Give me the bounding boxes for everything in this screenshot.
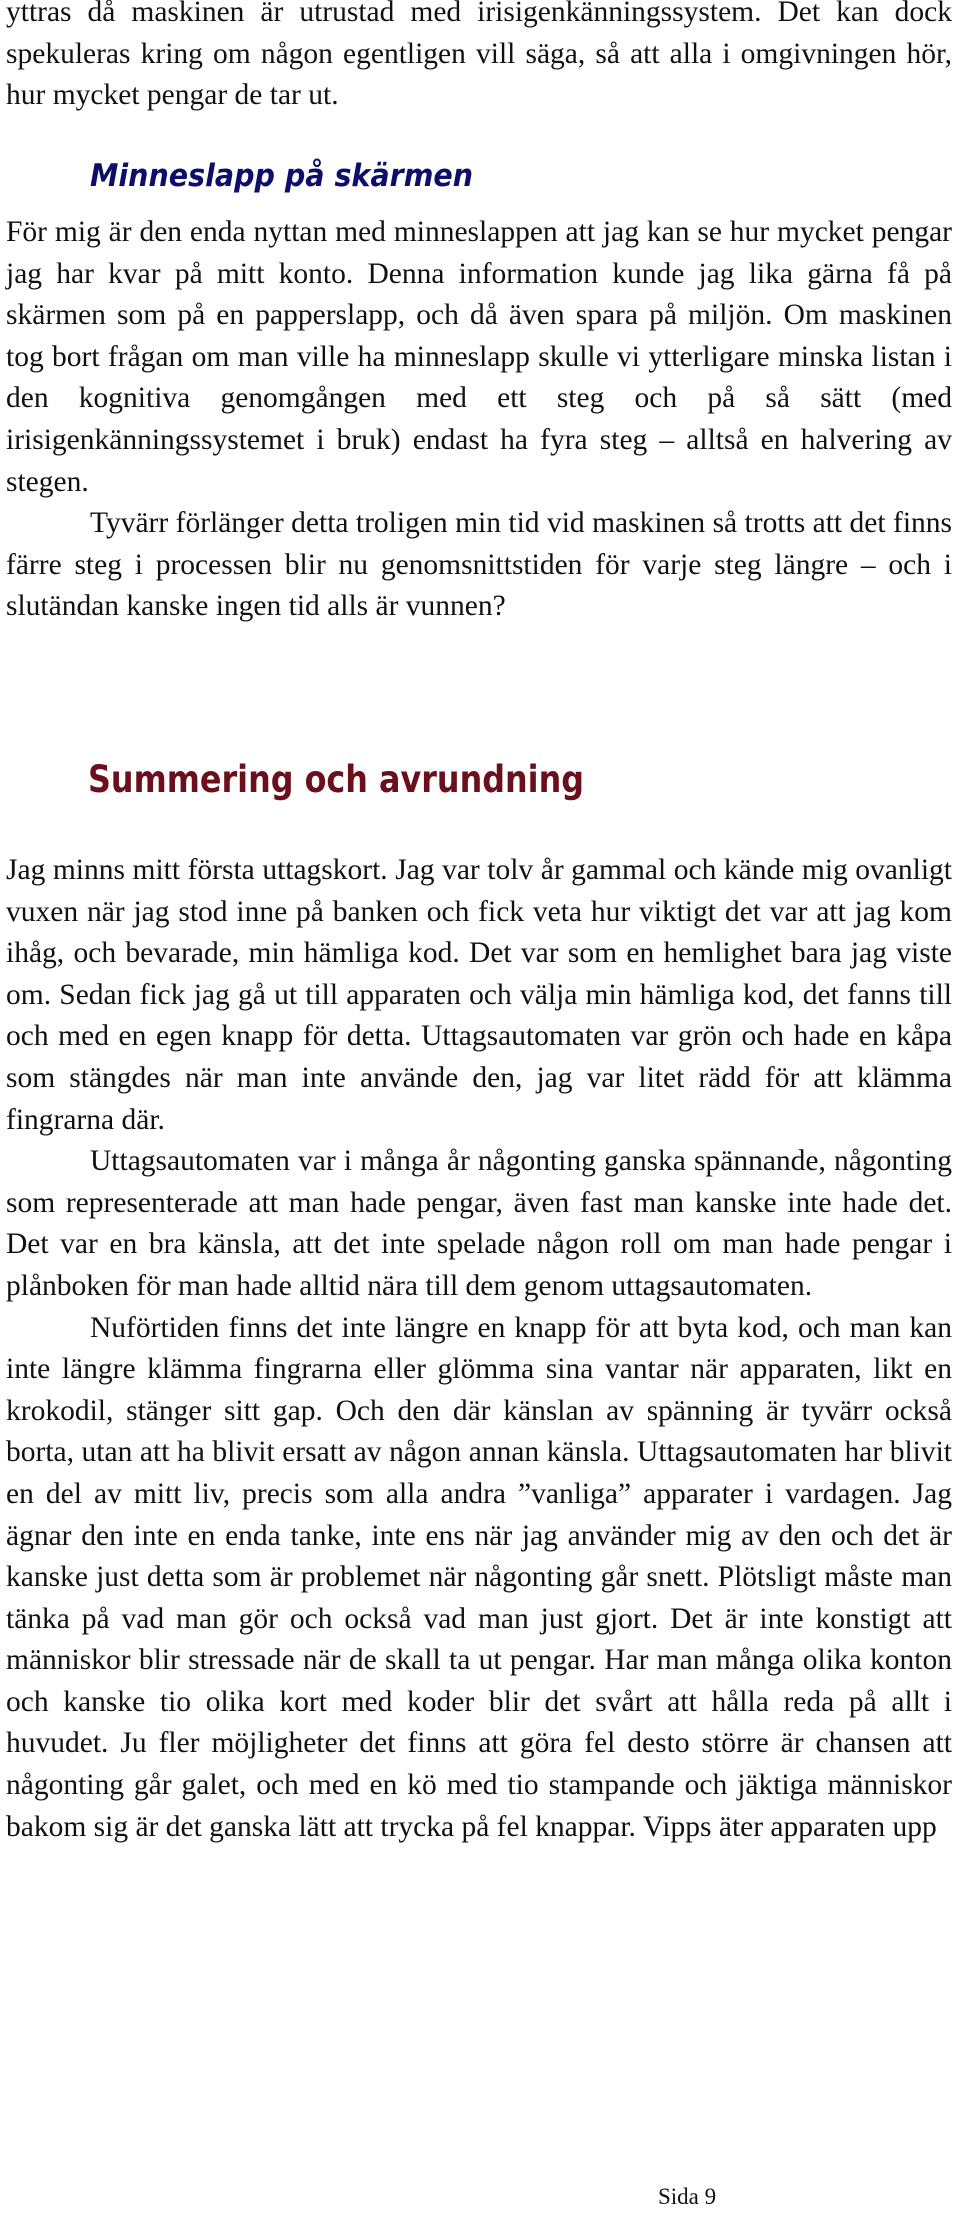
paragraph: För mig är den enda nyttan med minneslappen att jag kan se hur mycket pengar jag har kvar på mitt konto. Denna information kunde jag lika gärna få på skärmen som på en papperslapp, och då även spara på miljön. Om maskinen tog bort frågan om man ville ha minneslapp skulle vi ytterligare minska listan i den kognitiva genomgången med ett steg och på så sätt (med irisigenkänningssystemet i bruk) endast ha fyra steg – alltså en halvering av stegen. — [6, 216, 952, 498]
paragraph: Uttagsautomaten var i många år någonting ganska spännande, någonting som representerade att man hade pengar, även fast man kanske inte hade det. Det var en bra känsla, att det inte spelade någon roll om man hade pengar i plånboken för man hade alltid nära till dem genom uttagsautomaten. — [6, 1145, 952, 1302]
intro-block — [6, 0, 952, 117]
paragraph: Nuförtiden finns det inte längre en knapp för att byta kod, och man kan inte längre klämma fingrarna eller glömma sina vantar när apparaten, likt en krokodil, stänger sitt gap. Och den där känslan av spänning är tyvärr också borta, utan att ha blivit ersatt av någon annan känsla. Uttagsautomaten har blivit en del av mitt liv, precis som alla andra ”vanliga” apparater i vardagen. Jag ägnar den inte en enda tanke, inte ens när jag använder mig av den och det är kanske just detta som är problemet när någonting går snett. Plötsligt måste man tänka på vad man gör och också vad man just gjort. Det är inte konstigt att människor blir stressade när de skall ta ut pengar. Har man många olika konton och kanske tio olika kort med koder blir det svårt att hålla reda på allt i huvudet. Ju fler möjligheter det finns att göra fel desto större är chansen att någonting går galet, och med en kö med tio stampande och jäktiga människor bakom sig är det ganska lätt att trycka på fel knappar. Vipps äter apparaten upp — [6, 1311, 952, 1843]
section-heading-summering: Summering och avrundning — [88, 758, 585, 801]
section-heading-minneslapp: Minneslapp på skärmen — [90, 158, 474, 194]
page-number: Sida 9 — [658, 2184, 717, 2209]
section1-block — [6, 212, 952, 628]
paragraph: Jag minns mitt första uttagskort. Jag var tolv år gammal och kände mig ovanligt vuxen när jag stod inne på banken och fick veta hur viktigt det var att jag kom ihåg, och bevarade, min hämliga kod. Det var som en hemlighet bara jag viste om. Sedan fick jag gå ut till apparaten och välja min hämliga kod, det fanns till och med en egen knapp för detta. Uttagsautomaten var grön och hade en kåpa som stängdes när man inte använde den, jag var litet rädd för att klämma fingrarna där. — [6, 854, 952, 1136]
paragraph: Tyvärr förlänger detta troligen min tid vid maskinen så trotts att det finns färre steg i processen blir nu genomsnittstiden för varje steg längre – och i slutändan kanske ingen tid alls är vunnen? — [6, 507, 952, 623]
section2-block — [6, 850, 952, 1848]
paragraph: yttras då maskinen är utrustad med irisigenkänningssystem. Det kan dock spekuleras kring om någon egentligen vill säga, så att alla i omgivningen hör, hur mycket pengar de tar ut. — [6, 0, 952, 112]
